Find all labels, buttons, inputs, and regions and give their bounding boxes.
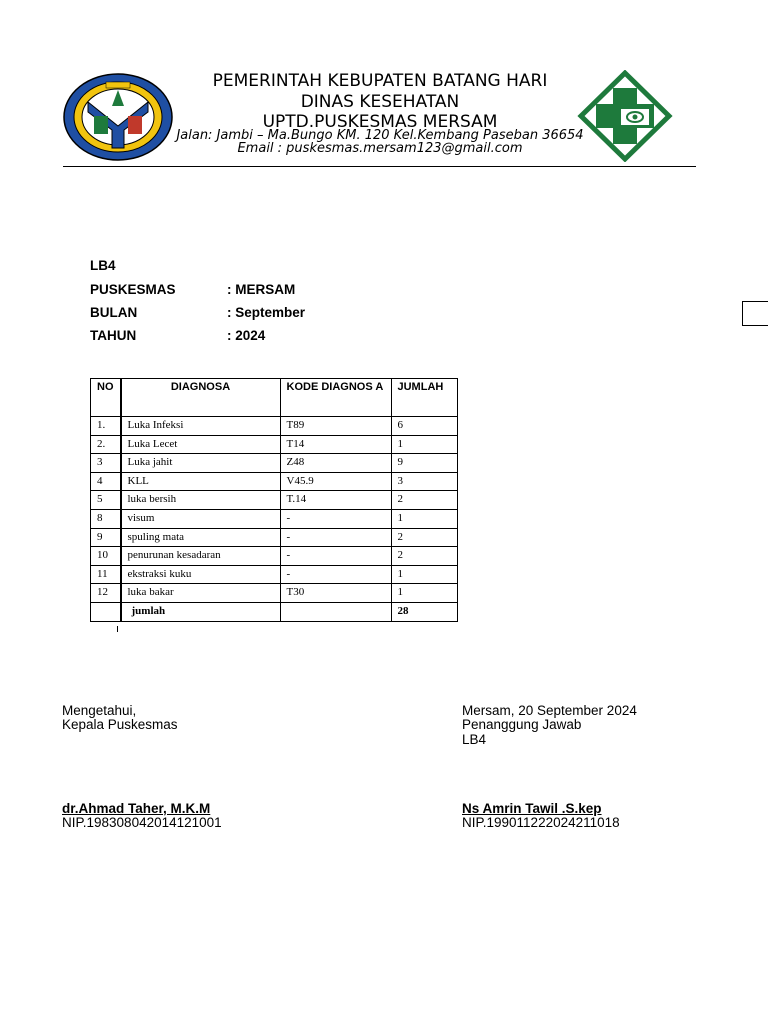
- cell-jumlah: 1: [391, 509, 457, 528]
- cell-kode: T30: [280, 584, 391, 603]
- side-box: [742, 301, 768, 326]
- header-no: NO: [91, 379, 121, 417]
- cell-kode: V45.9: [280, 472, 391, 491]
- total-label: jumlah: [121, 602, 280, 621]
- letterhead-address: Jalan: Jambi – Ma.Bungo KM. 120 Kel.Kembang Paseban 36654: [176, 128, 584, 143]
- puskesmas-label: PUSKESMAS: [90, 282, 176, 297]
- cell-diagnosa: visum: [121, 509, 280, 528]
- sign-right-nip: NIP.199011222024211018: [462, 815, 620, 830]
- cell-no: 5: [91, 491, 121, 510]
- cell-jumlah: 6: [391, 417, 457, 436]
- cell-kode: -: [280, 565, 391, 584]
- cell-no: 10: [91, 547, 121, 566]
- sign-left-line1: Mengetahui,: [62, 703, 137, 718]
- total-cell-empty: [91, 602, 121, 621]
- cell-no: 1.: [91, 417, 121, 436]
- sign-right-line2: Penanggung Jawab: [462, 717, 582, 732]
- sign-left-nip: NIP.198308042014121001: [62, 815, 222, 830]
- diagnosis-table: [90, 378, 458, 622]
- table-row: [91, 528, 458, 547]
- total-cell-kode: [280, 602, 391, 621]
- cell-kode: T89: [280, 417, 391, 436]
- table-row: [91, 417, 458, 436]
- table-row: [91, 472, 458, 491]
- cell-kode: Z48: [280, 454, 391, 473]
- header-diagnosa: DIAGNOSA: [121, 379, 280, 417]
- table-stub-line: [117, 626, 118, 632]
- total-value: 28: [391, 602, 457, 621]
- letterhead-line2: DINAS KESEHATAN: [300, 92, 460, 112]
- cell-jumlah: 2: [391, 547, 457, 566]
- cell-diagnosa: luka bersih: [121, 491, 280, 510]
- table-row: [91, 509, 458, 528]
- cell-kode: -: [280, 509, 391, 528]
- cell-diagnosa: penurunan kesadaran: [121, 547, 280, 566]
- table-total-row: [91, 602, 458, 621]
- table-row: [91, 435, 458, 454]
- cell-no: 8: [91, 509, 121, 528]
- sign-left-line2: Kepala Puskesmas: [62, 717, 178, 732]
- table-row: [91, 584, 458, 603]
- cell-jumlah: 1: [391, 435, 457, 454]
- letterhead-email: Email : puskesmas.mersam123@gmail.com: [237, 141, 523, 156]
- sign-right-line3: LB4: [462, 732, 487, 747]
- cell-diagnosa: Luka Infeksi: [121, 417, 280, 436]
- cell-no: 12: [91, 584, 121, 603]
- cell-jumlah: 1: [391, 565, 457, 584]
- letterhead-line1: PEMERINTAH KEBUPATEN BATANG HARI: [212, 71, 548, 91]
- sign-right-line1: Mersam, 20 September 2024: [462, 703, 637, 718]
- cell-diagnosa: ekstraksi kuku: [121, 565, 280, 584]
- puskesmas-value: : MERSAM: [227, 282, 296, 297]
- cell-no: 2.: [91, 435, 121, 454]
- letterhead-line3: UPTD.PUSKESMAS MERSAM: [262, 112, 498, 132]
- cell-diagnosa: KLL: [121, 472, 280, 491]
- bulan-label: BULAN: [90, 305, 138, 320]
- cell-kode: T14: [280, 435, 391, 454]
- cell-jumlah: 3: [391, 472, 457, 491]
- cell-no: 4: [91, 472, 121, 491]
- table-row: [91, 547, 458, 566]
- header-kode: KODE DIAGNOS A: [280, 379, 391, 417]
- tahun-label: TAHUN: [90, 328, 137, 343]
- cell-jumlah: 9: [391, 454, 457, 473]
- cell-kode: -: [280, 547, 391, 566]
- report-code: LB4: [90, 258, 116, 273]
- cell-jumlah: 2: [391, 491, 457, 510]
- header-jumlah: JUMLAH: [391, 379, 457, 417]
- tahun-value: : 2024: [227, 328, 266, 343]
- cell-no: 3: [91, 454, 121, 473]
- table-row: [91, 565, 458, 584]
- cell-no: 11: [91, 565, 121, 584]
- table-header-row: [91, 379, 458, 417]
- puskesmas-cross-logo-icon: [576, 70, 674, 162]
- table-row: [91, 491, 458, 510]
- cell-kode: T.14: [280, 491, 391, 510]
- sign-right-name: Ns Amrin Tawil .S.kep: [462, 801, 602, 816]
- cell-diagnosa: Luka jahit: [121, 454, 280, 473]
- cell-diagnosa: luka bakar: [121, 584, 280, 603]
- cell-kode: -: [280, 528, 391, 547]
- table-row: [91, 454, 458, 473]
- bulan-value: : September: [227, 305, 306, 320]
- cell-diagnosa: Luka Lecet: [121, 435, 280, 454]
- cell-jumlah: 1: [391, 584, 457, 603]
- letterhead-divider: [63, 166, 696, 167]
- cell-diagnosa: spuling mata: [121, 528, 280, 547]
- sign-left-name: dr.Ahmad Taher, M.K.M: [62, 801, 211, 816]
- cell-jumlah: 2: [391, 528, 457, 547]
- cell-no: 9: [91, 528, 121, 547]
